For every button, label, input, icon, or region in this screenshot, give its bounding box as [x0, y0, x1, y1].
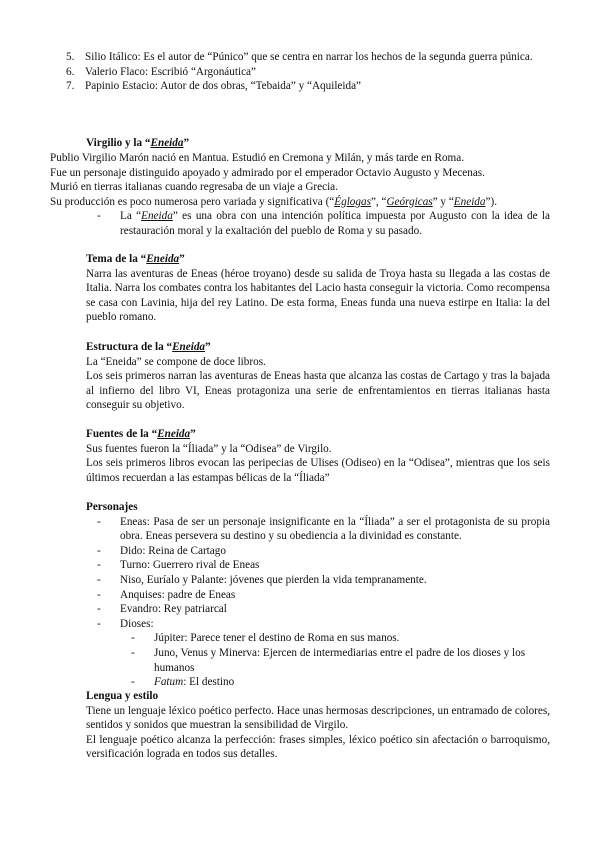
list-item: - Niso, Euríalo y Palante: jóvenes que pierden la vida tempranamente. [86, 573, 550, 588]
section-heading: Personajes [86, 501, 138, 513]
list-text: Papinio Estacio: Autor de dos obras, “Tebaida” y “Aquileida” [85, 80, 362, 93]
heading-text: Virgilio y la “ [86, 137, 151, 149]
paragraph: Tiene un lenguaje léxico poético perfecto. Hace unas hermosas descripciones, un entramado de colores, sentidos y sonidos que muestran la sensibilidad de Virgilo. [86, 704, 550, 732]
heading-title: Eneida [157, 428, 191, 440]
virgilio-heading-block [86, 136, 550, 151]
section-heading [86, 252, 550, 267]
paragraph: El lenguaje poético alcanza la perfección: frases simples, léxico poético sin afectación o barroquismo, versificación lograda en todos sus detalles. [86, 733, 550, 761]
heading-text: Tema de la “ [86, 253, 147, 265]
list-item [66, 65, 556, 80]
paragraph: La “Eneida” se compone de doce libros. [86, 355, 266, 368]
text: ” y “ [432, 195, 454, 208]
tema-section [86, 252, 550, 325]
gods-list [120, 631, 550, 689]
list-number: 6. [66, 65, 75, 78]
text: Su producción es poco numerosa pero variada y significativa (“ [50, 195, 335, 208]
paragraph: Narra las aventuras de Eneas (héroe troyano) desde su salida de Troya hasta su llegada a las costas de Italia. Narra los combates contra los habitantes del Lacio hasta conseguir la victoria. Como recompensa se casa con Lavinia, hija del rey Latino. De esta forma, Eneas funda una nueva estirpe en Italia: la del pueblo romano. [86, 267, 550, 324]
list-text: Silio Itálico: Es el autor de “Púnico” que se centra en narrar los hechos de la segunda guerra púnica. [85, 51, 533, 63]
section-heading [86, 340, 550, 355]
production-line [50, 195, 560, 210]
fuentes-section [86, 427, 550, 485]
personajes-section [86, 500, 550, 690]
text: La “ [120, 210, 142, 222]
virgilio-bullet [86, 209, 550, 238]
text: ”, “ [370, 195, 387, 208]
lengua-section [86, 689, 550, 762]
heading-text: ” [183, 137, 190, 149]
text: ”). [485, 195, 497, 208]
section-heading [86, 427, 550, 442]
list-text: Dioses: [120, 617, 154, 630]
list-item: - Juno, Venus y Minerva: Ejercen de intermediarias entre el padre de los dioses y los humanos [120, 646, 550, 675]
estructura-section [86, 340, 550, 413]
list-item: - Júpiter: Parece tener el destino de Roma en sus manos. [120, 631, 550, 646]
heading-text: Fuentes de la “ [86, 428, 158, 440]
text: ” es una obra con una intención política impuesta por Augusto con la idea de la restauración moral y la exaltación del pueblo de Roma y su pasado. [120, 210, 551, 237]
heading-text: ” [179, 253, 185, 265]
paragraph: Sus fuentes fueron la “Íliada” y la “Odisea” de Virgilo. [86, 442, 332, 455]
bio-line: Publio Virgilio Marón nació en Mantua. Estudió en Cremona y Milán, y más tarde en Roma. [50, 152, 465, 164]
virgilio-bio [50, 151, 560, 209]
list-item: - Evandro: Rey patriarcal [86, 602, 550, 617]
list-item: - Dido: Reina de Cartago [86, 544, 550, 559]
heading-text: ” [190, 428, 196, 440]
heading-text: Estructura de la “ [86, 341, 173, 353]
list-item [120, 675, 550, 690]
work-title: Eneida [141, 210, 173, 222]
heading-title: Eneida [172, 341, 206, 353]
list-item [66, 50, 556, 65]
section-heading: Lengua y estilo [86, 690, 159, 702]
list-item [86, 617, 550, 690]
work-title: Geórgicas [386, 195, 433, 208]
section-heading [86, 136, 550, 151]
bio-line: Murió en tierras italianas cuando regresaba de un viaje a Grecia. [50, 181, 338, 194]
authors-list [66, 50, 556, 94]
paragraph: Los seis primeros libros evocan las peripecias de Ulises (Odiseo) en la “Odisea”, mientras que los seis últimos recuerdan a las estampas bélicas de la “Íliada” [86, 457, 550, 484]
heading-title: Eneida [150, 137, 184, 149]
list-text: Valerio Flaco: Escribió “Argonáutica” [85, 65, 256, 78]
characters-list [86, 515, 550, 690]
work-title: Églogas [334, 195, 371, 208]
bio-line: Fue un personaje distinguido apoyado y admirado por el emperador Octavio Augusto y Mecenas. [50, 166, 485, 179]
list-item: - Eneas: Pasa de ser un personaje insignificante en la “Íliada” a ser el protagonista de su propia obra. Eneas persevera su destino y su obediencia a la divinidad es constante. [86, 515, 550, 544]
list-number: 5. [66, 51, 75, 63]
list-item [86, 209, 550, 238]
list-item: - Turno: Guerrero rival de Eneas [86, 558, 550, 573]
work-title: Eneida [453, 195, 486, 208]
heading-title: Eneida [146, 253, 180, 265]
list-number: 7. [66, 80, 75, 93]
list-text: : El destino [183, 676, 235, 689]
list-item [66, 79, 556, 94]
list-item: - Anquises: padre de Eneas [86, 588, 550, 603]
heading-text: ” [205, 341, 211, 353]
paragraph: Los seis primeros narran las aventuras de Eneas hasta que alcanza las costas de Cartago y tras la bajada al infierno del libro VI, Eneas protagoniza una serie de enfrentamientos en tierras italianas hasta conseguir su objetivo. [86, 370, 550, 412]
fatum-label: Fatum [154, 676, 184, 689]
